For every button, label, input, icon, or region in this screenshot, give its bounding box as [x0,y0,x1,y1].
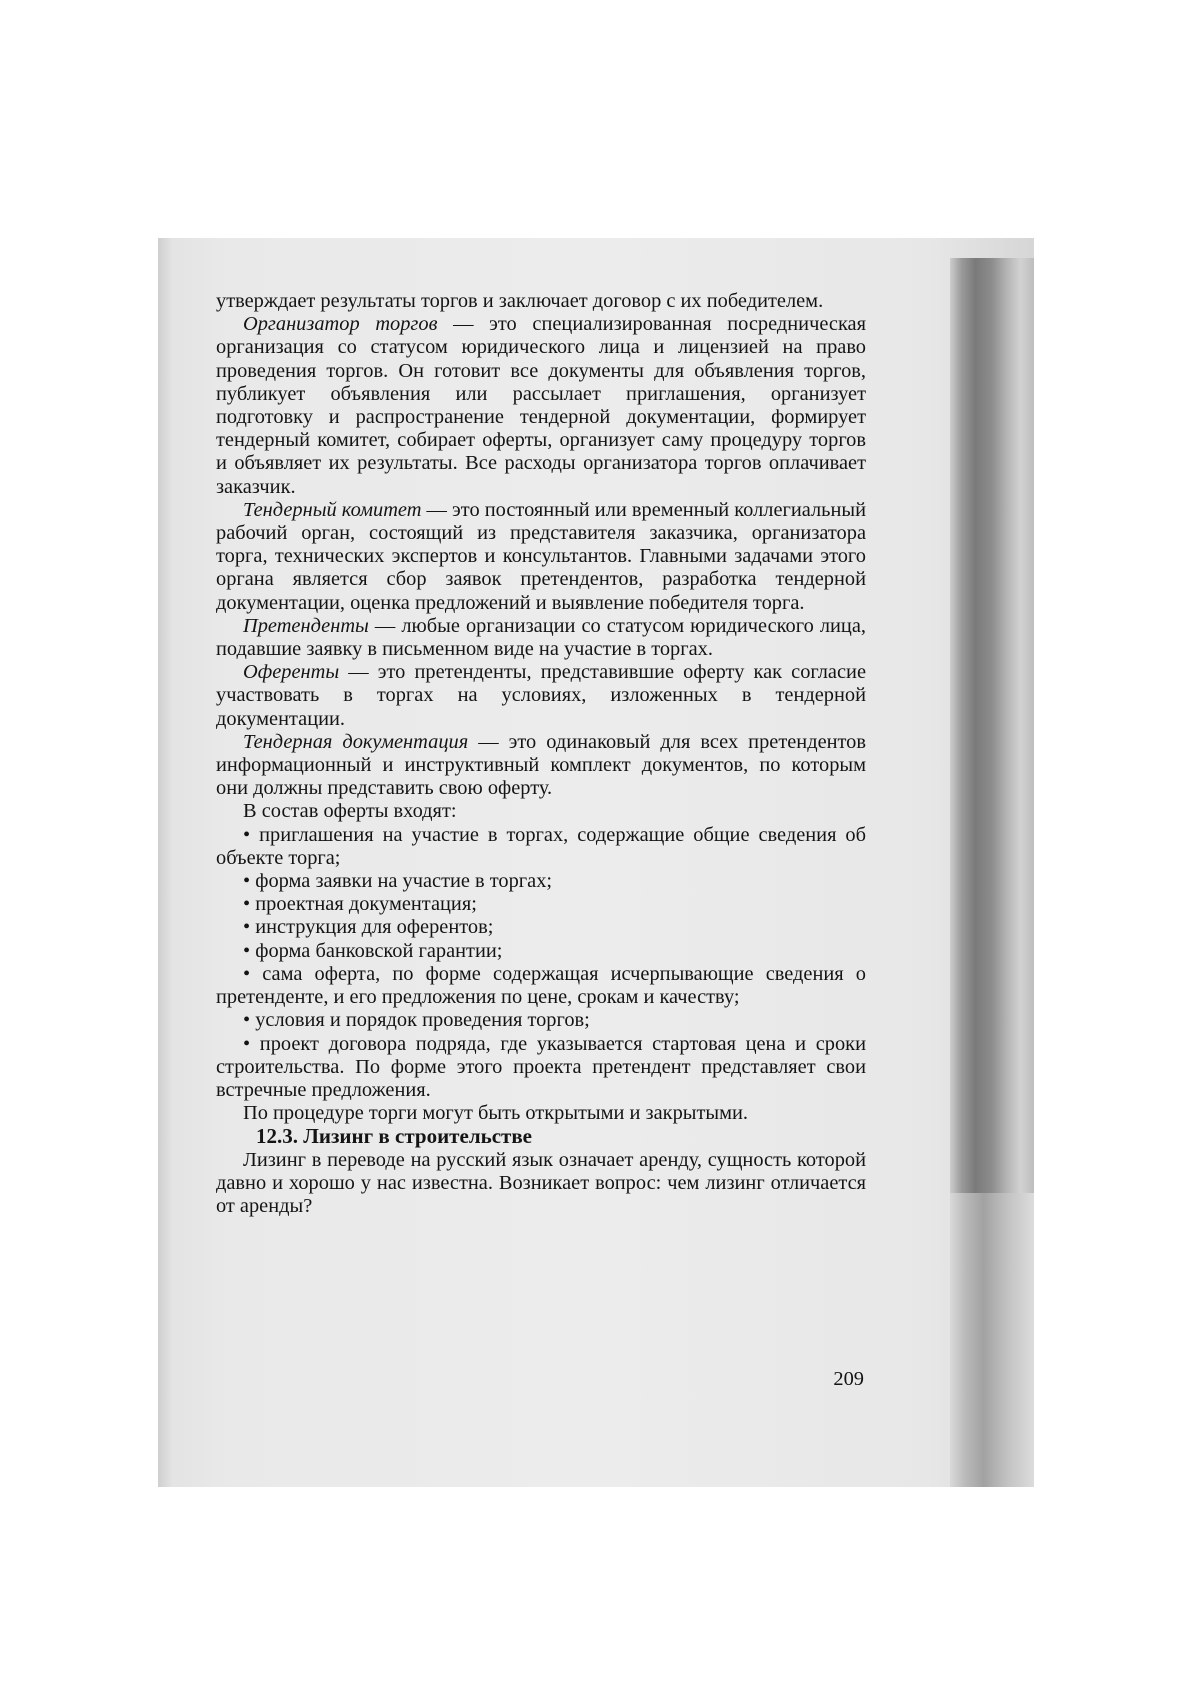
paragraph-committee [216,499,866,615]
list-item: • форма банковской гарантии; [243,939,503,962]
page-text [216,290,866,1218]
term-committee: Тендерный комитет [243,498,422,521]
paragraph-text: — это претенденты, представившие оферту как согласие участвовать в торгах на условиях, изложенных в тендерной документации. [216,661,866,730]
page-number: 209 [833,1368,864,1390]
list-intro: В состав оферты входят: [243,800,457,823]
term-offerors: Оференты [243,661,340,684]
paragraph-text: — это постоянный или временный коллегиальный рабочий орган, состоящий из представителя заказчика, организатора торга, технических экспертов и консультантов. Главными задачами этого органа является сбор заявок претендентов, разработка тендерной документации, оценка предложений и выявление победителя торга. [216,498,866,614]
paragraph-text: утверждает результаты торгов и заключает договор с их победителем. [216,290,824,312]
paragraph-offerors [216,661,866,731]
list-item: • проект договора подряда, где указывается стартовая цена и сроки строительства. По форме этого проекта претендент представляет свои встречные предложения. [216,1032,866,1101]
list-item: • условия и порядок проведения торгов; [243,1009,590,1032]
section-paragraph: Лизинг в переводе на русский язык означает аренду, сущность которой давно и хорошо у нас известна. Возникает вопрос: чем лизинг отличается от аренды? [216,1148,866,1217]
term-organizer: Организатор торгов [243,313,438,336]
list-item: • приглашения на участие в торгах, содержащие общие сведения об объекте торга; [216,823,866,869]
list-item: • проектная документация; [243,893,477,916]
paragraph-applicants [216,615,866,661]
paragraph-text: — это специализированная посредническая организация со статусом юридического лица и лицензией на право проведения торгов. Он готовит все документы для объявления торгов, публикует объявления или рассылает приглашения, организует подготовку и распространение тендерной документации, формирует тендерный комитет, собирает оферты, организует саму процедуру торгов и объявляет их результаты. Все расходы организатора торгов оплачивает заказчик. [216,313,866,498]
closing-paragraph: По процедуре торги могут быть открытыми и закрытыми. [243,1102,748,1125]
term-applicants: Претенденты [243,614,369,637]
list-item: • сама оферта, по форме содержащая исчерпывающие сведения о претенденте, и его предложения по цене, срокам и качеству; [216,962,866,1009]
term-tender-docs: Тендерная документация [243,730,469,753]
paragraph-tender-docs [216,731,866,801]
book-spine-lower-shadow [950,1193,1034,1487]
paragraph-organizer [216,313,866,499]
paragraph-continued [216,290,866,313]
page-edge-shadow [158,238,172,1487]
scanned-page [158,238,1034,1487]
paragraph-text: — любые организации со статусом юридического лица, подавшие заявку в письменном виде на участие в торгах. [216,614,866,661]
list-item: • инструкция для оферентов; [243,916,494,939]
section-heading: 12.3. Лизинг в строительстве [256,1124,533,1149]
list-item: • форма заявки на участие в торгах; [243,870,553,893]
paragraph-text: — это одинаковый для всех претендентов информационный и инструктивный комплект документов, по которым они должны представить свою оферту. [216,730,866,800]
